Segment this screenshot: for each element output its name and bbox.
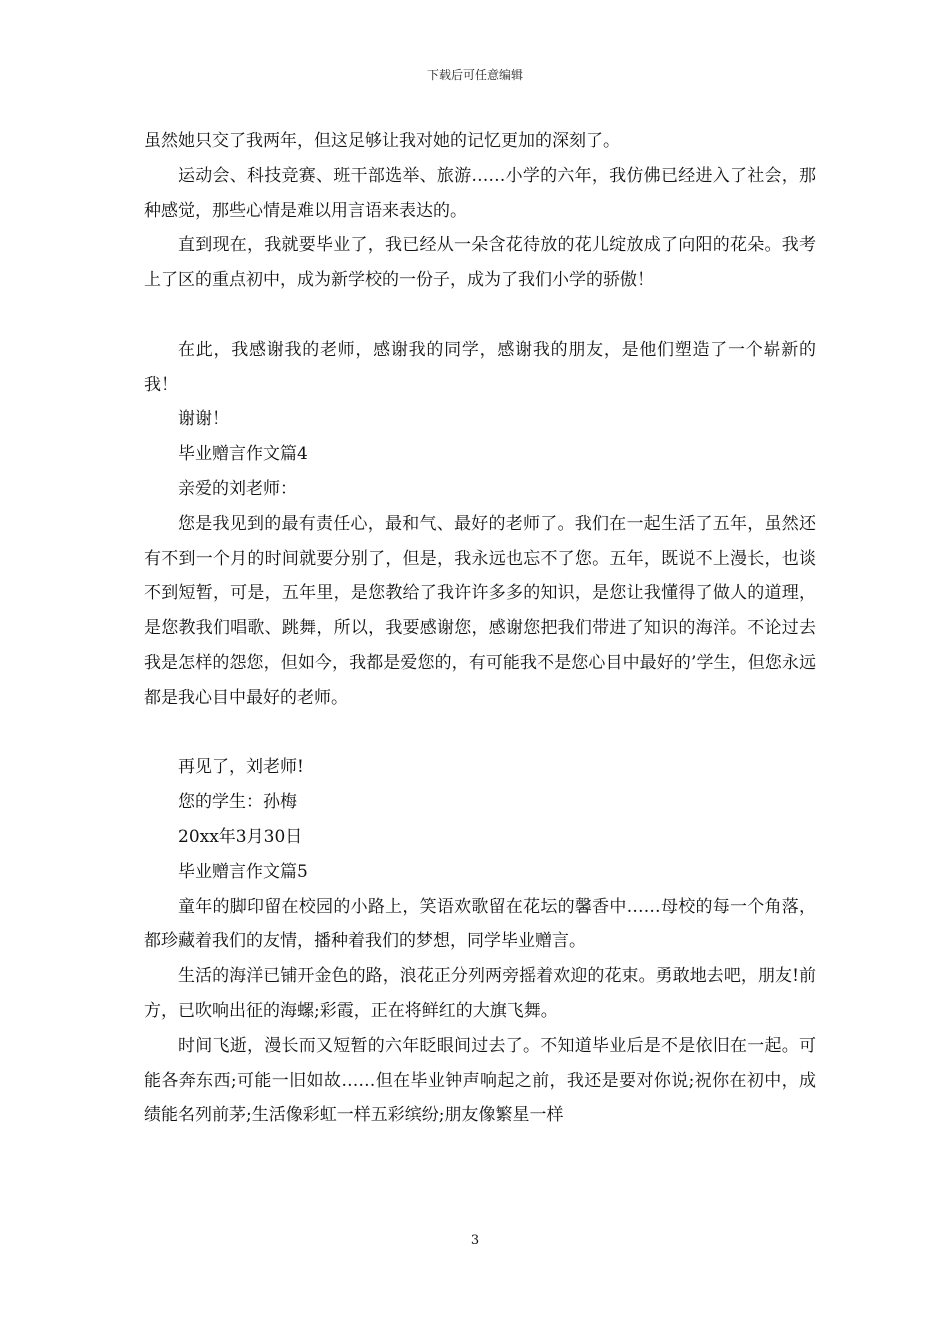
page-header: 下载后可任意编辑	[426, 68, 523, 82]
paragraph: 谢谢！	[178, 409, 229, 430]
paragraph: 时间飞逝，漫长而又短暂的六年眨眼间过去了。不知道毕业后是不是依旧在一起。可能各奔东西;可能一旧如故……但在毕业钟声响起之前，我还是要对你说;祝你在初中，成绩能名列前茅;生活像彩虹一样五彩缤纷;朋友像繁星一样	[144, 1035, 816, 1126]
paragraph: 虽然她只交了我两年，但这足够让我对她的记忆更加的深刻了。	[144, 131, 620, 151]
document-body	[144, 124, 816, 1133]
section-heading: 毕业赠言作文篇4	[178, 444, 308, 465]
paragraph: 您是我见到的最有责任心，最和气、最好的老师了。我们在一起生活了五年，虽然还有不到一个月的时间就要分别了，但是，我永远也忘不了您。五年，既说不上漫长，也谈不到短暂，可是，五年里，是您教给了我许许多多的知识，是您让我懂得了做人的道理，是您教我们唱歌、跳舞，所以，我要感谢您，感谢您把我们带进了知识的海洋。不论过去我是怎样的怨您，但如今，我都是爱您的，有可能我不是您心目中最好的’学生，但您永远都是我心目中最好的老师。	[144, 513, 816, 708]
paragraph: 运动会、科技竞赛、班干部选举、旅游……小学的六年，我仿佛已经进入了社会，那种感觉，那些心情是难以用言语来表达的。	[144, 165, 816, 221]
paragraph-gap	[144, 716, 816, 751]
paragraph: 直到现在，我就要毕业了，我已经从一朵含花待放的花儿绽放成了向阳的花朵。我考上了区的重点初中，成为新学校的一份子，成为了我们小学的骄傲！	[144, 235, 816, 291]
date: 20xx年3月30日	[178, 826, 303, 847]
section-heading: 毕业赠言作文篇5	[178, 861, 308, 882]
paragraph: 生活的海洋已铺开金色的路，浪花正分列两旁摇着欢迎的花束。勇敢地去吧，朋友!前方，已吹响出征的海螺;彩霞，正在将鲜红的大旗飞舞。	[144, 966, 816, 1021]
paragraph: 童年的脚印留在校园的小路上，笑语欢歌留在花坛的馨香中……母校的每一个角落，都珍藏着我们的友情，播种着我们的梦想，同学毕业赠言。	[144, 896, 816, 952]
closing: 再见了，刘老师!	[178, 757, 304, 778]
signature: 您的学生：孙梅	[178, 792, 297, 813]
paragraph: 在此，我感谢我的老师，感谢我的同学，感谢我的朋友，是他们塑造了一个崭新的我！	[144, 339, 816, 395]
paragraph-gap	[144, 298, 816, 333]
page-number: 3	[470, 1233, 480, 1248]
salutation: 亲爱的刘老师：	[178, 478, 297, 499]
